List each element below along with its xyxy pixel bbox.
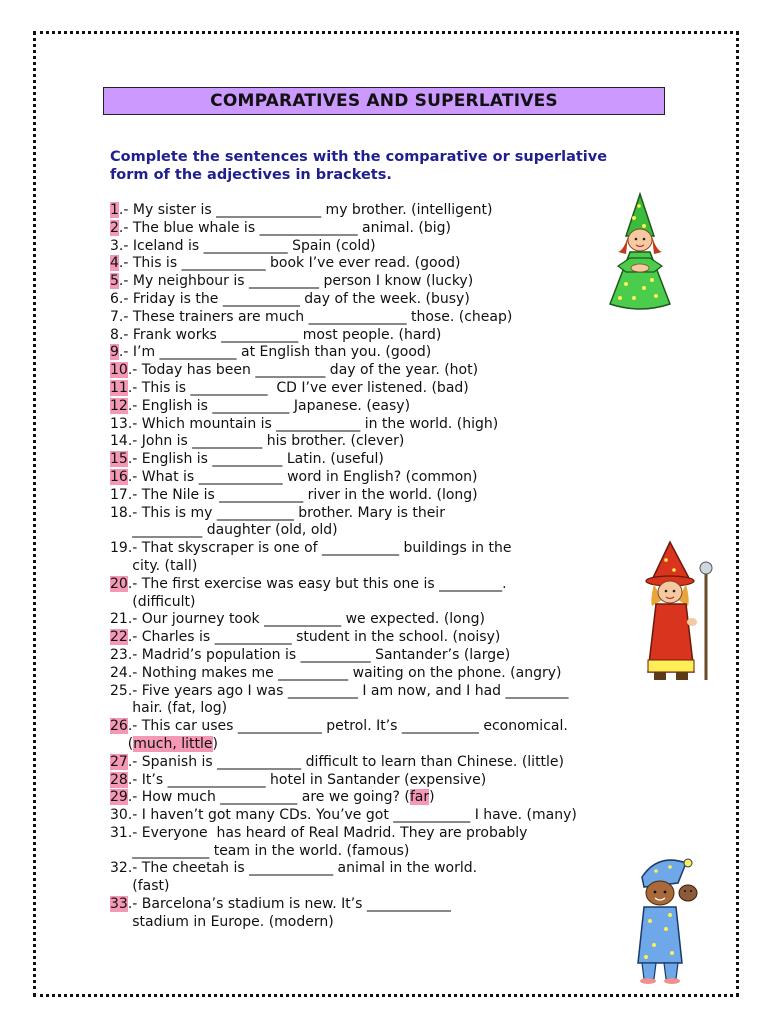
item-text: .- The cheetah is ____________ animal in the world. bbox=[127, 860, 478, 877]
exercise-item-continuation bbox=[110, 736, 670, 754]
highlighted-hint: far bbox=[409, 789, 430, 806]
item-text: .- I haven’t got many CDs. You’ve got ___________ I have. (many) bbox=[127, 807, 577, 824]
exercise-item bbox=[110, 451, 670, 469]
exercise-item bbox=[110, 220, 670, 238]
item-number: 30 bbox=[110, 807, 128, 824]
item-number: 23 bbox=[110, 646, 128, 663]
highlighted-hint: much, little bbox=[133, 735, 213, 752]
item-number: 28 bbox=[110, 771, 128, 788]
item-number: 29 bbox=[110, 789, 128, 806]
item-text: .- John is __________ his brother. (clever) bbox=[127, 433, 405, 450]
exercise-item bbox=[110, 291, 670, 309]
item-number: 15 bbox=[110, 451, 128, 468]
item-number: 9 bbox=[110, 344, 119, 361]
exercise-item bbox=[110, 825, 670, 843]
item-text: .- Today has been __________ day of the year. (hot) bbox=[127, 362, 479, 379]
item-number: 6 bbox=[110, 290, 119, 307]
item-text: .- The blue whale is ______________ animal. (big) bbox=[118, 219, 451, 236]
item-text: .- This car uses ____________ petrol. It’s ___________ economical. bbox=[127, 718, 568, 735]
item-number: 2 bbox=[110, 219, 119, 236]
item-number: 21 bbox=[110, 611, 128, 628]
item-number: 20 bbox=[110, 575, 128, 592]
item-number: 14 bbox=[110, 433, 128, 450]
item-number: 32 bbox=[110, 860, 128, 877]
item-number: 11 bbox=[110, 379, 128, 396]
exercise-item bbox=[110, 487, 670, 505]
item-number: 26 bbox=[110, 718, 128, 735]
exercise-item bbox=[110, 754, 670, 772]
exercise-item bbox=[110, 238, 670, 256]
exercise-item-continuation bbox=[110, 700, 670, 718]
item-text: .- Our journey took ___________ we expected. (long) bbox=[127, 611, 485, 628]
exercise-item-continuation bbox=[110, 843, 670, 861]
item-text: .- This is ___________ CD I’ve ever listened. (bad) bbox=[127, 379, 469, 396]
item-number: 31 bbox=[110, 824, 128, 841]
item-number: 4 bbox=[110, 255, 119, 272]
exercise-item bbox=[110, 576, 670, 594]
item-number: 25 bbox=[110, 682, 128, 699]
item-text: .- This is my ___________ brother. Mary is their bbox=[127, 504, 445, 521]
item-text: city. (tall) bbox=[110, 557, 198, 574]
exercise-item bbox=[110, 433, 670, 451]
item-text: .- Madrid’s population is __________ Santander’s (large) bbox=[127, 646, 511, 663]
exercise-item bbox=[110, 309, 670, 327]
exercise-item bbox=[110, 789, 670, 807]
item-text: (difficult) bbox=[110, 593, 196, 610]
exercise-item-continuation bbox=[110, 878, 670, 896]
item-text: .- It’s ______________ hotel in Santander (expensive) bbox=[127, 771, 487, 788]
item-text: .- This is ____________ book I’ve ever read. (good) bbox=[118, 255, 461, 272]
exercise-item bbox=[110, 398, 670, 416]
item-text: .- Friday is the ___________ day of the week. (busy) bbox=[118, 290, 470, 307]
exercise-list bbox=[110, 202, 670, 932]
item-number: 19 bbox=[110, 540, 128, 557]
exercise-item bbox=[110, 629, 670, 647]
item-number: 24 bbox=[110, 664, 128, 681]
item-text: ___________ team in the world. (famous) bbox=[110, 842, 410, 859]
item-text: .- Barcelona’s stadium is new. It’s ____________ bbox=[127, 896, 451, 913]
exercise-item bbox=[110, 647, 670, 665]
instructions-line-1: Complete the sentences with the comparative or superlative bbox=[110, 149, 608, 165]
exercise-item bbox=[110, 416, 670, 434]
exercise-item bbox=[110, 273, 670, 291]
exercise-item bbox=[110, 860, 670, 878]
item-text: ) bbox=[212, 735, 218, 752]
item-text: .- I’m ___________ at English than you. (good) bbox=[118, 344, 432, 361]
item-number: 12 bbox=[110, 397, 128, 414]
blue-wizard-boy-illustration bbox=[622, 853, 706, 985]
exercise-item bbox=[110, 380, 670, 398]
item-number: 1 bbox=[110, 202, 119, 218]
item-number: 17 bbox=[110, 486, 128, 503]
exercise-item bbox=[110, 772, 670, 790]
item-text: .- Nothing makes me __________ waiting on the phone. (angry) bbox=[127, 664, 562, 681]
item-text: hair. (fat, log) bbox=[110, 700, 228, 717]
exercise-item bbox=[110, 255, 670, 273]
item-text: .- Which mountain is ____________ in the world. (high) bbox=[127, 415, 499, 432]
worksheet-title: COMPARATIVES AND SUPERLATIVES bbox=[103, 87, 665, 115]
item-text: .- These trainers are much ______________ those. (cheap) bbox=[118, 308, 513, 325]
exercise-item bbox=[110, 362, 670, 380]
exercise-item bbox=[110, 505, 670, 523]
exercise-item-continuation bbox=[110, 914, 670, 932]
red-wizard-illustration bbox=[640, 540, 720, 684]
item-number: 10 bbox=[110, 362, 128, 379]
item-number: 27 bbox=[110, 753, 128, 770]
item-number: 5 bbox=[110, 273, 119, 290]
item-number: 3 bbox=[110, 237, 119, 254]
item-text: .- Frank works ___________ most people. (hard) bbox=[118, 326, 442, 343]
exercise-item-continuation bbox=[110, 558, 670, 576]
instructions bbox=[110, 148, 670, 184]
exercise-item bbox=[110, 611, 670, 629]
item-text: .- English is __________ Latin. (useful) bbox=[127, 451, 384, 468]
item-text: ( bbox=[110, 735, 134, 752]
item-number: 22 bbox=[110, 629, 128, 646]
exercise-item bbox=[110, 540, 670, 558]
exercise-item bbox=[110, 807, 670, 825]
exercise-item bbox=[110, 718, 670, 736]
exercise-item bbox=[110, 683, 670, 701]
item-number: 13 bbox=[110, 415, 128, 432]
item-text: .- How much ___________ are we going? ( bbox=[127, 789, 410, 806]
item-text: __________ daughter (old, old) bbox=[110, 522, 338, 539]
exercise-item-continuation bbox=[110, 522, 670, 540]
exercise-item bbox=[110, 896, 670, 914]
item-text: .- My neighbour is __________ person I know (lucky) bbox=[118, 273, 474, 290]
item-text: ) bbox=[429, 789, 435, 806]
exercise-item bbox=[110, 202, 670, 220]
exercise-item-continuation bbox=[110, 594, 670, 612]
item-text: .- The Nile is ____________ river in the world. (long) bbox=[127, 486, 478, 503]
item-text: .- The first exercise was easy but this one is _________. bbox=[127, 575, 507, 592]
item-text: .- My sister is _______________ my brother. (intelligent) bbox=[118, 202, 493, 218]
exercise-item bbox=[110, 344, 670, 362]
item-text: .- Iceland is ____________ Spain (cold) bbox=[118, 237, 376, 254]
item-text: stadium in Europe. (modern) bbox=[110, 913, 334, 930]
item-text: (fast) bbox=[110, 878, 170, 895]
item-number: 33 bbox=[110, 896, 128, 913]
item-number: 18 bbox=[110, 504, 128, 521]
green-witch-illustration bbox=[604, 192, 676, 314]
exercise-item bbox=[110, 665, 670, 683]
item-text: .- Everyone has heard of Real Madrid. They are probably bbox=[127, 824, 528, 841]
item-text: .- Spanish is ____________ difficult to learn than Chinese. (little) bbox=[127, 753, 565, 770]
item-number: 7 bbox=[110, 308, 119, 325]
item-number: 8 bbox=[110, 326, 119, 343]
instructions-line-2: form of the adjectives in brackets. bbox=[110, 167, 392, 183]
item-text: .- English is ___________ Japanese. (easy) bbox=[127, 397, 411, 414]
item-text: .- Charles is ___________ student in the school. (noisy) bbox=[127, 629, 501, 646]
item-number: 16 bbox=[110, 468, 128, 485]
exercise-item bbox=[110, 469, 670, 487]
item-text: .- What is ____________ word in English? (common) bbox=[127, 468, 478, 485]
item-text: .- That skyscraper is one of ___________ buildings in the bbox=[127, 540, 512, 557]
item-text: .- Five years ago I was __________ I am now, and I had _________ bbox=[127, 682, 569, 699]
exercise-item bbox=[110, 327, 670, 345]
